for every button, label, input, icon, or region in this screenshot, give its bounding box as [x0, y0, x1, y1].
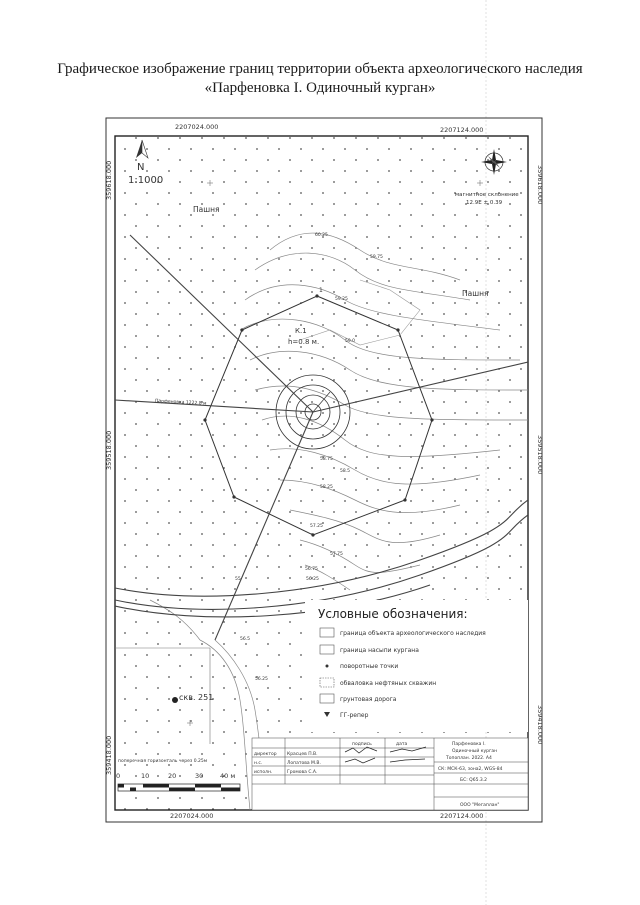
borehole-label: скв. 251 [179, 693, 214, 702]
svg-text:0: 0 [116, 772, 121, 780]
svg-text:исполн.: исполн. [254, 770, 273, 775]
svg-text:57.25: 57.25 [310, 524, 323, 529]
legend-item-5: ГГ-репер [340, 712, 369, 719]
svg-text:ООО "Мегаплан": ООО "Мегаплан" [460, 803, 500, 808]
map-scale: 1:1000 [128, 175, 164, 186]
svg-text:58.5: 58.5 [340, 469, 351, 474]
svg-text:56.75: 56.75 [305, 567, 318, 572]
svg-text:60.25: 60.25 [315, 233, 328, 238]
legend-item-2: поворотные точки [340, 663, 399, 670]
svg-text:Громова С.А.: Громова С.А. [287, 770, 318, 775]
svg-text:Красцев П.В.: Красцев П.В. [287, 752, 318, 757]
svg-text:55: 55 [235, 577, 241, 582]
svg-text:59.0: 59.0 [345, 339, 356, 344]
svg-text:Лопатова М.В.: Лопатова М.В. [287, 761, 321, 766]
north-letter: N [137, 162, 145, 173]
svg-text:58.25: 58.25 [320, 485, 333, 490]
svg-text:дата: дата [396, 742, 408, 747]
legend-item-1: граница насыпи кургана [340, 647, 419, 654]
title-line-1: Графическое изображение границ территории объекта археологического наследия [57, 61, 583, 77]
svg-text:56.25: 56.25 [255, 677, 268, 682]
svg-text:57.75: 57.75 [330, 552, 343, 557]
svg-text:подпись: подпись [352, 742, 372, 747]
svg-text:30: 30 [195, 772, 204, 780]
svg-text:Топоплан. 2022. А4: Топоплан. 2022. А4 [446, 756, 492, 761]
coord-top-left: 2207024.000 [175, 123, 219, 131]
field-label-2: Пашня [462, 289, 489, 298]
legend-item-0: граница объекта археологического наследия [340, 630, 486, 637]
title-line-2: «Парфеновка I. Одиночный курган» [204, 80, 436, 96]
mound-label: К.1 [295, 327, 307, 335]
distance-label-left: Парфеновка 1222.8 м [154, 399, 207, 407]
svg-text:БС: Q65.3.2: БС: Q65.3.2 [460, 778, 488, 783]
svg-text:59.25: 59.25 [335, 297, 348, 302]
svg-text:директор: директор [254, 752, 277, 757]
svg-text:Парфеновка I.: Парфеновка I. [452, 742, 486, 747]
coord-left-lower: 359418.000 [105, 735, 113, 775]
coord-bottom-right: 2207124.000 [440, 812, 484, 820]
svg-text:40 м: 40 м [220, 772, 236, 780]
coord-left-upper: 359618.000 [105, 160, 113, 200]
magnetic-line-1: магнитное склонение [455, 192, 519, 198]
svg-text:н.с.: н.с. [254, 761, 263, 766]
coord-top-right: 2207124.000 [440, 126, 484, 134]
point-label: 1 [319, 287, 323, 294]
svg-text:56.5: 56.5 [240, 637, 251, 642]
mound-height: h=0.8 м. [288, 338, 320, 346]
svg-text:10: 10 [141, 772, 150, 780]
coord-left-middle: 359518.000 [105, 430, 113, 470]
coord-right-upper: 359618.000 [536, 165, 544, 205]
coord-right-lower: 359418.000 [536, 705, 544, 745]
coord-bottom-left: 2207024.000 [170, 812, 214, 820]
svg-text:59.75: 59.75 [370, 255, 383, 260]
svg-text:20: 20 [168, 772, 177, 780]
field-label-1: Пашня [193, 205, 220, 214]
svg-text:56.25: 56.25 [306, 577, 319, 582]
svg-text:58.75: 58.75 [320, 457, 333, 462]
coord-right-middle: 359518.000 [536, 435, 544, 475]
legend-title: Условные обозначения: [318, 607, 468, 621]
scale-bar [118, 784, 240, 791]
legend-item-3: обваловка нефтяных скважин [340, 680, 437, 687]
magnetic-line-2: 12.9E ± 0.39 [466, 200, 503, 206]
scale-note: поперечная горизонталь через 0.25м [118, 759, 208, 764]
legend [305, 600, 528, 732]
svg-text:СК: МСК-63, зона2, WGS-84: СК: МСК-63, зона2, WGS-84 [438, 767, 503, 772]
legend-item-4: грунтовая дорога [340, 696, 397, 703]
svg-text:Одиночный курган: Одиночный курган [452, 749, 498, 754]
borehole-marker [172, 697, 178, 703]
